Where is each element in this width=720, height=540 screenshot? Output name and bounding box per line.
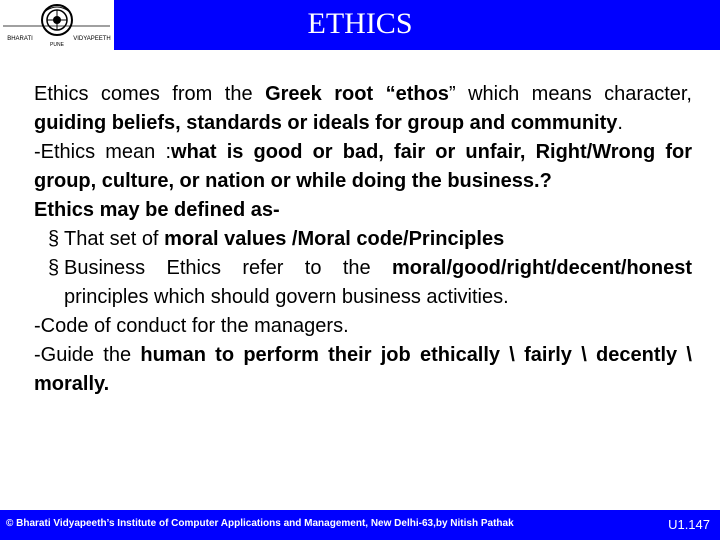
paragraph-meaning — [34, 138, 692, 196]
logo-text-left: BHARATI — [7, 36, 33, 42]
paragraph-code-of-conduct: -Code of conduct for the managers. — [34, 315, 349, 337]
bullet-mark: § — [48, 257, 60, 279]
text-run: That set of — [64, 228, 165, 250]
text-run-bold: Greek root “ethos — [265, 83, 449, 105]
paragraph-definition — [34, 80, 692, 138]
logo-text-right: VIDYAPEETH — [73, 36, 111, 42]
institution-seal-icon — [0, 0, 114, 50]
text-run-bold: guiding beliefs, standards or ideals for group and community — [34, 112, 618, 134]
slide-title: ETHICS — [307, 7, 413, 40]
text-run-bold: what is good or bad, fair or unfair, Right/Wrong for group, culture, or nation or while doing the business.? — [34, 141, 692, 192]
text-run: ” which means character, — [448, 83, 692, 105]
paragraph-defined-as: Ethics may be defined as- — [34, 199, 280, 221]
logo-text-bottom: PUNE — [50, 42, 64, 48]
text-run: -Ethics mean : — [34, 141, 172, 163]
text-run: Ethics comes from the — [34, 83, 266, 105]
text-run: . — [617, 112, 623, 134]
text-run-bold: moral/good/right/decent/honest — [391, 257, 692, 279]
footer-bar — [0, 510, 720, 540]
text-run: -Guide the — [34, 344, 141, 366]
bullet-item-moral-values — [34, 225, 692, 254]
header-bar — [0, 0, 720, 50]
institution-logo — [0, 0, 116, 50]
bullet-mark: § — [48, 228, 60, 250]
footer-copyright: © Bharati Vidyapeeth’s Institute of Computer Applications and Management, New Delhi-63,by Nitish Pathak — [6, 518, 514, 529]
slide-body — [34, 80, 692, 399]
page-number: U1.147 — [668, 517, 710, 532]
text-run: Business Ethics refer to the — [64, 257, 392, 279]
text-run-bold: human to perform their job ethically \ fairly \ decently \ morally. — [34, 344, 692, 395]
paragraph-guide — [34, 341, 692, 399]
text-run-bold: moral values /Moral code/Principles — [164, 228, 505, 250]
text-run: principles which should govern business activities. — [64, 286, 509, 308]
bullet-item-business-ethics — [34, 254, 692, 312]
